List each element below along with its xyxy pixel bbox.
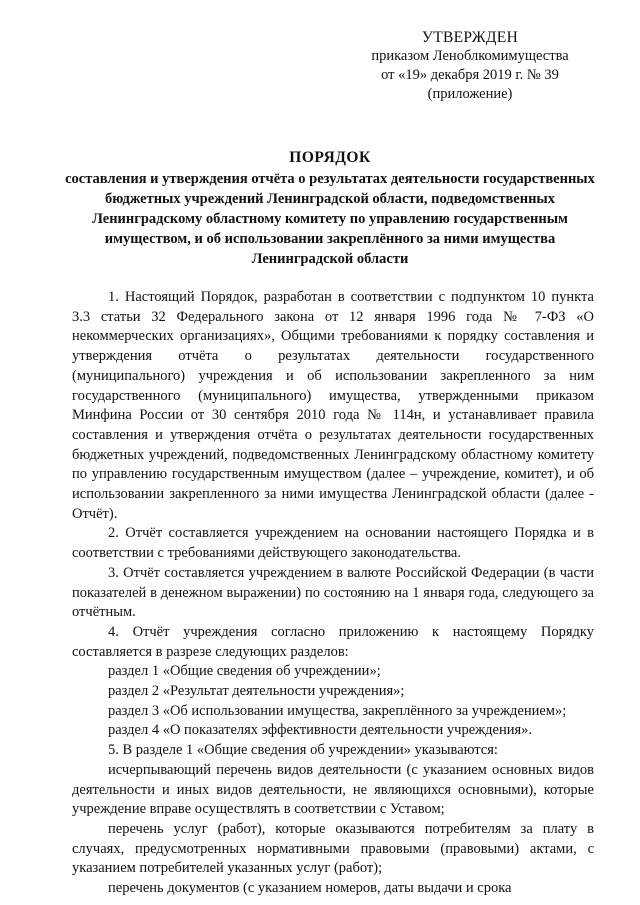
paragraph-4: 4. Отчёт учреждения согласно приложению к настоящему Порядку составляется в разрезе следующих разделов: — [72, 623, 594, 660]
document-subtitle: составления и утверждения отчёта о результатах деятельности государственных бюджетных учреждений Ленинградской области, подведомственных Ленинградскому областному комитету по управлению государственным имуществом, и об использовании закреплённого за ними имущества Ленинградской области — [65, 171, 595, 267]
approval-order-line: приказом Леноблкомимущества — [371, 48, 569, 64]
approval-annex-line: (приложение) — [427, 86, 513, 102]
approval-date-line: от «19» декабря 2019 г. № 39 — [381, 67, 559, 83]
section-item-1: раздел 1 «Общие сведения об учреждении»; — [108, 663, 381, 680]
approval-block — [330, 28, 610, 104]
section-item-2: раздел 2 «Результат деятельности учреждения»; — [108, 683, 405, 700]
approval-status: УТВЕРЖДЕН — [421, 29, 519, 46]
paragraph-3: 3. Отчёт составляется учреждением в валюте Российской Федерации (в части показателей в денежном выражении) по состоянию на 1 января года, следующего за отчётным. — [72, 564, 594, 621]
section-item-4: раздел 4 «О показателях эффективности деятельности учреждения». — [108, 722, 533, 739]
paragraph-1: 1. Настоящий Порядок, разработан в соответствии с подпунктом 10 пункта 3.3 статьи 32 Федерального закона от 12 января 1996 года № 7-ФЗ «О некоммерческих организациях», Общими требованиями к порядку составления и утверждения отчёта о результатах деятельности государственного (муниципального) учреждения и об использовании закрепленного за ним государственного (муниципального) имущества, утвержденными приказом Минфина России от 30 сентября 2010 года № 114н, и устанавливает правила составления и утверждения отчёта о результатах деятельности государственных бюджетных учреждений, подведомственных Ленинградскому областному комитету по управлению государственным имуществом (далее – учреждение, комитет), и об использовании закрепленного за ними имущества Ленинградской области (далее - Отчёт). — [72, 289, 594, 522]
paragraph-5-item-2: перечень услуг (работ), которые оказываются потребителям за плату в случаях, предусмотренных нормативными правовыми (правовыми) актами, с указанием потребителей указанных услуг (работ); — [72, 820, 594, 877]
paragraph-5-item-1: исчерпывающий перечень видов деятельности (с указанием основных видов деятельности и иных видов деятельности, не являющихся основными), которые учреждение вправе осуществлять в соответствии с Уставом; — [72, 761, 594, 818]
paragraph-5: 5. В разделе 1 «Общие сведения об учреждении» указываются: — [108, 742, 498, 759]
paragraph-2: 2. Отчёт составляется учреждением на основании настоящего Порядка и в соответствии с требованиями действующего законодательства. — [72, 525, 594, 562]
document-title: ПОРЯДОК — [289, 149, 371, 166]
document-body — [72, 288, 594, 899]
section-item-3: раздел 3 «Об использовании имущества, закреплённого за учреждением»; — [108, 702, 567, 719]
paragraph-5-item-3: перечень документов (с указанием номеров, даты выдачи и срока — [108, 880, 512, 897]
document-heading — [60, 148, 600, 269]
